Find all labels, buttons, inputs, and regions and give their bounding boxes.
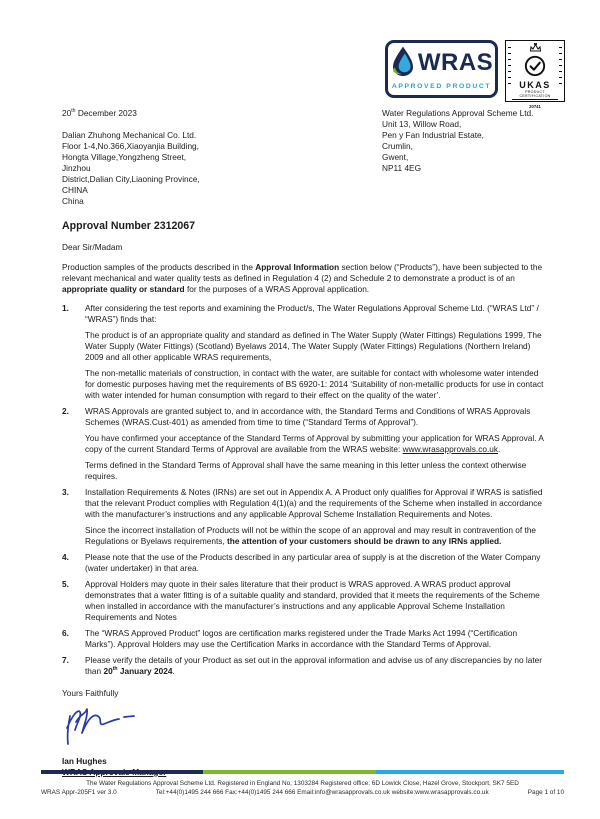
list-item-paragraph: You have confirmed your acceptance of the Standard Terms of Approval by submitting your application for WRAS Approval. A copy of the current Standard Terms of Approval are available from the WRAS website: www.wrasapprovals.co.uk.: [85, 433, 544, 454]
list-item: [62, 552, 544, 574]
footer-color-bar: [41, 770, 564, 774]
address-line: Unit 13, Willow Road,: [382, 119, 462, 129]
numbered-list: [62, 303, 544, 677]
address-line: China: [62, 196, 84, 206]
intro-paragraph: Production samples of the products described in the Approval Information section below (“Products”), have been subjected to the relevant mechanical and water quality tests as defined in Regulation 4 (2) and Schedule 2 to demonstrate a product is of an appropriate quality or standard for the purposes of a WRAS Approval application.: [62, 262, 543, 294]
list-item-paragraph: After considering the test reports and examining the Product/s, The Water Regulations Approval Scheme Ltd. (“WRAS Ltd” / “WRAS”) finds that:: [85, 303, 539, 324]
list-item-number: 3.: [62, 487, 69, 497]
footer-registration-line: The Water Regulations Approval Scheme Ltd. Registered in England No, 1303284 Registered office: 6D Lowick Close, Hazel Grove, Stockport, SK7 5ED: [86, 780, 519, 787]
page-footer: [41, 770, 564, 797]
list-item-paragraph: Approval Holders may quote in their sales literature that their product is WRAS approved. A WRAS product approval demonstrates that a water fitting is of a suitable quality and standard, provided that it meets the requirements of the Scheme when installed in accordance with the manufacturer’s instructions and any applicable Approval Scheme Installation Requirements and Notes: [85, 579, 540, 622]
letter-body: [62, 108, 544, 778]
footer-bar-green-segment: [203, 770, 376, 774]
list-item-body: [85, 406, 544, 482]
footer-bar-blue-segment: [376, 770, 564, 774]
ukas-tick-marks-left: [508, 47, 511, 87]
footer-page-number: Page 1 of 10: [527, 789, 564, 796]
list-item: [62, 303, 544, 401]
list-item-paragraph: Terms defined in the Standard Terms of Approval shall have the same meaning in this letter unless the context otherwise requires.: [85, 460, 527, 481]
recipient-address: [62, 130, 312, 207]
list-item-paragraph: The “WRAS Approved Product” logos are certification marks registered under the Trade Marks Act 1994 (“Certification Marks”). Approval Holders may use the Certification Marks in accordance with the Standard Terms of Approval.: [85, 628, 518, 649]
list-item-body: [85, 655, 544, 677]
approval-number-heading: Approval Number 2312067: [62, 220, 196, 232]
ukas-certificate-number: 20741: [512, 99, 558, 112]
list-item-number: 7.: [62, 655, 69, 665]
address-line: Gwent,: [382, 152, 409, 162]
wras-drop-icon: [390, 46, 416, 79]
list-item-body: [85, 303, 544, 401]
list-item: [62, 487, 544, 547]
address-line: CHINA: [62, 185, 88, 195]
ukas-crown-icon: [529, 43, 542, 55]
wras-website-link[interactable]: www.wrasapprovals.co.uk: [402, 444, 499, 454]
list-item: [62, 628, 544, 650]
list-item-paragraph: The product is of an appropriate quality and standard as defined in The Water Supply (Water Fittings) Regulations 1999, The Water Supply (Water Fittings) (Scotland) Byelaws 2014, The Water Supply (Water Fittings) Regulations (Northern Ireland) 2009 and all other applicable WRAS requirements,: [85, 330, 542, 362]
list-item-paragraph: Installation Requirements & Notes (IRNs) are set out in Appendix A. A Product only qualifies for Approval if WRAS is satisfied that the relevant Product complies with Regulation 4(1)(a) and the requirements of the Scheme when installed in accordance with the manufacturer’s instructions and any applicable Approval Scheme Installation Requirements and Notes.: [85, 487, 543, 519]
list-item-number: 2.: [62, 406, 69, 416]
list-item-body: [85, 579, 544, 623]
ukas-logo-wordmark: UKAS: [519, 80, 551, 90]
list-item: [62, 655, 544, 677]
address-line: Dalian Zhuhong Mechanical Co. Ltd.: [62, 130, 197, 140]
list-item-paragraph: Please verify the details of your Product as set out in the approval information and advise us of any discrepancies by no later than 20th January 2024.: [85, 655, 543, 676]
address-line: NP11 4EG: [382, 163, 422, 173]
list-item: [62, 579, 544, 623]
address-line: Water Regulations Approval Scheme Ltd.: [382, 108, 534, 118]
address-line: District,Dalian City,Liaoning Province,: [62, 174, 200, 184]
list-item-paragraph: The non-metallic materials of construction, in contact with the water, are suitable for contact with wholesome water intended for domestic purposes having met the requirements of BS 6920-1: 2014 ‘Suitability of non-metallic products for use in contact with water intended for human consumption with regard to their effect on the quality of the water’.: [85, 368, 544, 400]
salutation: Dear Sir/Madam: [62, 242, 123, 252]
sender-address: [382, 108, 548, 174]
list-item-body: [85, 628, 544, 650]
signature: [62, 704, 544, 752]
address-line: Crumlin,: [382, 141, 413, 151]
letter-date: 20th December 2023: [62, 108, 137, 118]
ukas-certification-mark: [505, 40, 565, 109]
list-item-paragraph: Please note that the use of the Products described in any particular area of supply is at the discretion of the Water Company (water undertaker) in that area.: [85, 552, 541, 573]
header-logos: [385, 40, 565, 109]
list-item-number: 1.: [62, 303, 69, 313]
ukas-tick-marks-right: [559, 47, 562, 87]
address-line: Floor 1-4,No.366,Xiaoyanjia Building,: [62, 141, 199, 151]
footer-bar-navy-segment: [41, 770, 203, 774]
list-item-number: 5.: [62, 579, 69, 589]
ukas-checkmark-icon: [524, 55, 546, 80]
ukas-logo-subtitle: PRODUCT CERTIFICATION: [519, 90, 551, 98]
wras-logo-wordmark: WRAS: [417, 48, 494, 76]
list-item-number: 4.: [62, 552, 69, 562]
address-row: [62, 108, 544, 207]
list-item-body: [85, 487, 544, 547]
list-item-paragraph: WRAS Approvals are granted subject to, and in accordance with, the Standard Terms and Conditions of WRAS Approvals Schemes (WRAS.Cust-401) as amended from time to time (“Standard Terms of Approval”).: [85, 406, 531, 427]
closing-line: Yours Faithfully: [62, 688, 119, 698]
signatory-name: Ian Hughes: [62, 756, 107, 766]
address-line: Jinzhou: [62, 163, 91, 173]
list-item-body: [85, 552, 544, 574]
wras-approved-product-logo: [385, 40, 498, 98]
address-line: Hongta Village,Yongzheng Street,: [62, 152, 187, 162]
footer-contact-line: Tel:+44(0)1495 244 666 Fax:+44(0)1495 244 666 Email:info@wrasapprovals.co.uk website:www.wrasapprovals.co.uk: [155, 789, 489, 796]
list-item-paragraph: Since the incorrect installation of Products will not be within the scope of an approval and may result in contravention of the Regulations or Byelaws requirements, the attention of your customers should be drawn to any IRNs applied.: [85, 525, 537, 546]
list-item: [62, 406, 544, 482]
address-line: Pen y Fan Industrial Estate,: [382, 130, 484, 140]
list-item-number: 6.: [62, 628, 69, 638]
footer-doc-ref: WRAS Appr-205F1 ver 3.0: [41, 789, 117, 796]
wras-logo-tagline: APPROVED PRODUCT: [391, 83, 492, 90]
